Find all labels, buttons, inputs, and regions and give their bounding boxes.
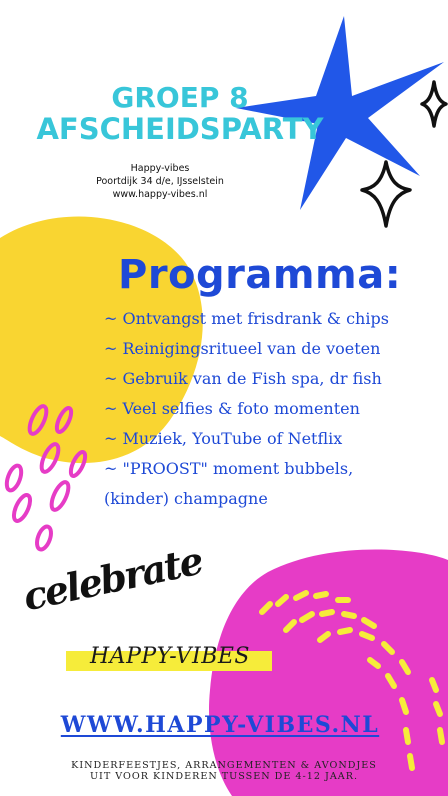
celebrate-lettering: celebrate (19, 537, 206, 620)
programma-item-continued: (kinder) champagne (104, 489, 268, 508)
event-title-line1: GROEP 8 (111, 81, 249, 114)
programma-list (104, 304, 444, 514)
website-link[interactable]: WWW.HAPPY-VIBES.NL (60, 712, 380, 738)
happy-vibes-lettering: HAPPY-VIBES (90, 644, 250, 669)
programma-item: ~ Gebruik van de Fish spa, dr fish (104, 369, 382, 388)
business-address: Poortdijk 34 d/e, IJsselstein (96, 176, 224, 187)
programma-heading: Programma: (118, 252, 402, 298)
event-title-line2: AFSCHEIDSPARTY (36, 112, 324, 146)
programma-item: ~ Reinigingsritueel van de voeten (104, 339, 381, 358)
footer-line2: UIT VOOR KINDEREN TUSSEN DE 4-12 JAAR. (89, 771, 359, 782)
contact-info (80, 162, 240, 201)
programma-item: ~ Veel selfies & foto momenten (104, 399, 360, 418)
footer-tagline (20, 760, 428, 782)
business-name: Happy-vibes (130, 163, 190, 174)
programma-item: ~ "PROOST" moment bubbels, (104, 459, 354, 478)
footer-line1: KINDERFEESTJES, ARRANGEMENTEN & AVONDJES (71, 760, 377, 771)
programma-item: ~ Muziek, YouTube of Netflix (104, 429, 343, 448)
business-website: www.happy-vibes.nl (112, 189, 208, 200)
programma-item: ~ Ontvangst met frisdrank & chips (104, 309, 389, 328)
